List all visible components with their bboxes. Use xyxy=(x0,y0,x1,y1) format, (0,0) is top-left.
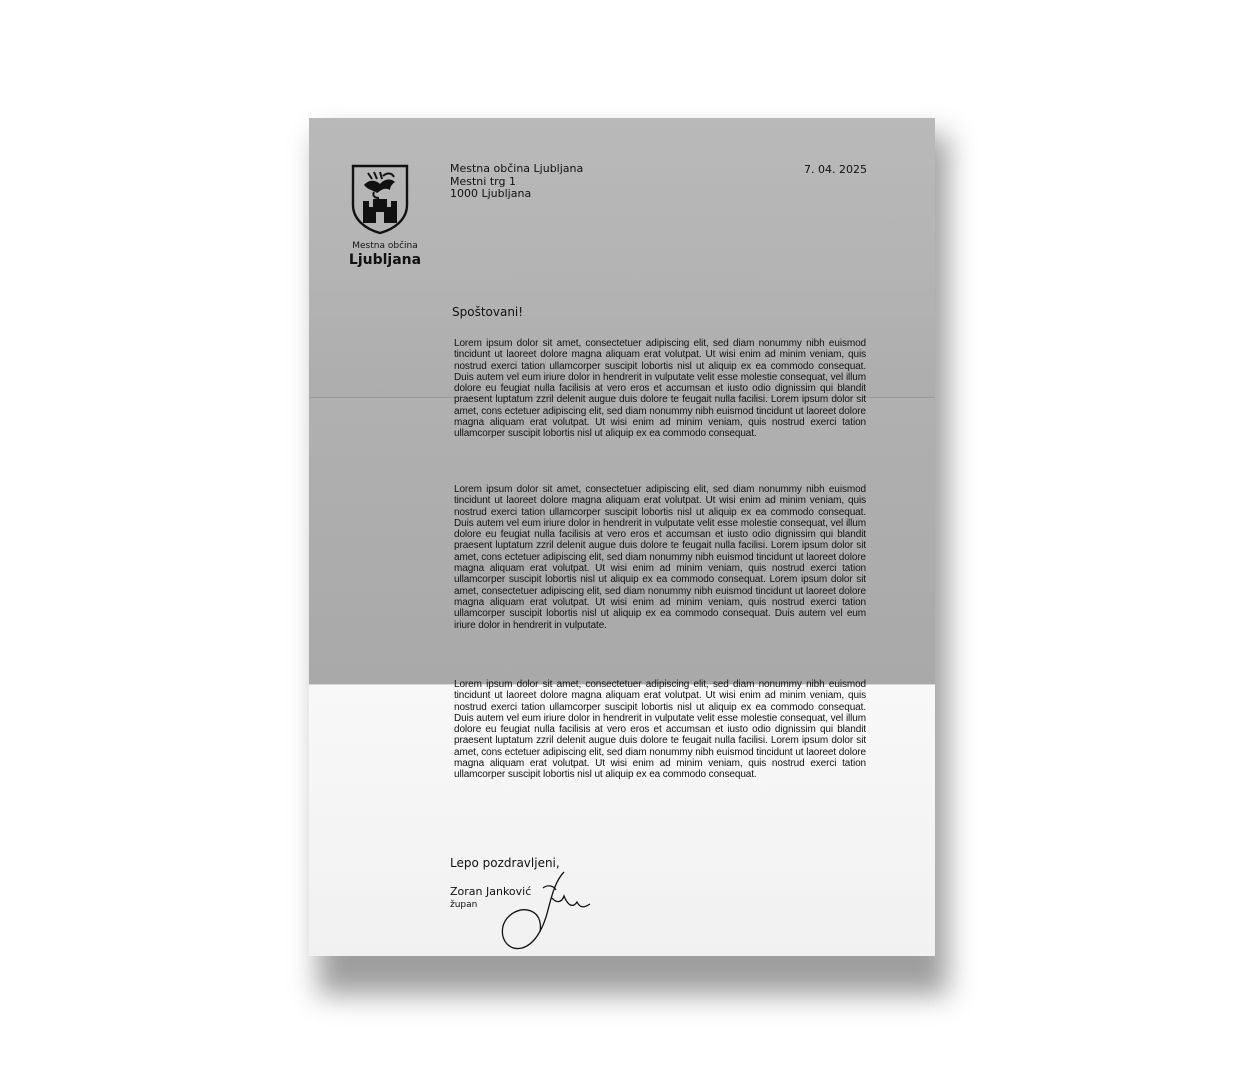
body-paragraph: Lorem ipsum dolor sit amet, consectetuer adipiscing elit, sed diam nonummy nibh euismod tincidunt ut laoreet dolore magna aliquam erat volutpat. Ut wisi enim ad minim veniam, quis nostrud exerci tation ullamcorper suscipit lobortis nisl ut aliquip ex ea commodo consequat. Duis autem vel eum iriure dolor in hendrerit in vulputate velit esse molestie consequat, vel illum dolore eu feugiat nulla facilisis at vero eros et accumsan et iusto odio dignissim qui blandit praesent luptatum zzril delenit augue duis dolore te feugait nulla facilisi. Lorem ipsum dolor sit amet, cons ectetuer adipiscing elit, sed diam nonummy nibh euismod tincidunt ut laoreet dolore magna aliquam erat volutpat. Ut wisi enim ad minim veniam, quis nostrud exerci tation ullamcorper suscipit lobortis nisl ut aliquip ex ea commodo consequat. xyxy=(454,679,866,781)
sender-address xyxy=(450,163,583,201)
address-line: Mestna občina Ljubljana xyxy=(450,162,584,175)
letter-date: 7. 04. 2025 xyxy=(804,163,867,176)
signer-name: Zoran Janković xyxy=(450,885,532,898)
greeting: Spoštovani! xyxy=(452,305,524,319)
body-paragraph: Lorem ipsum dolor sit amet, consectetuer adipiscing elit, sed diam nonummy nibh euismod tincidunt ut laoreet dolore magna aliquam erat volutpat. Ut wisi enim ad minim veniam, quis nostrud exerci tation ullamcorper suscipit lobortis nisl ut aliquip ex ea commodo consequat. Duis autem vel eum iriure dolor in hendrerit in vulputate velit esse molestie consequat, vel illum dolore eu feugiat nulla facilisis at vero eros et accumsan et iusto odio dignissim qui blandit praesent luptatum zzril delenit augue duis dolore te feugait nulla facilisi. Lorem ipsum dolor sit amet, cons ectetuer adipiscing elit, sed diam nonummy nibh euismod tincidunt ut laoreet dolore magna aliquam erat volutpat. Ut wisi enim ad minim veniam, quis nostrud exerci tation ullamcorper suscipit lobortis nisl ut aliquip ex ea commodo consequat. Lorem ipsum dolor sit amet, consectetuer adipiscing elit, sed diam nonummy nibh euismod tincidunt ut laoreet dolore magna aliquam erat volutpat. Ut wisi enim ad minim veniam, quis nostrud exerci tation ullamcorper suscipit lobortis nisl ut aliquip ex ea commodo consequat. Duis autem vel eum iriure dolor in hendrerit in vulputate. xyxy=(454,484,866,631)
address-line: Mestni trg 1 xyxy=(450,174,516,188)
handwritten-signature xyxy=(494,866,599,956)
coat-of-arms-icon xyxy=(350,163,410,235)
logo-subtitle: Mestna občina xyxy=(352,241,418,251)
letter-sheet xyxy=(309,118,935,956)
closing-salutation: Lepo pozdravljeni, xyxy=(450,856,560,870)
city-logo xyxy=(347,163,423,268)
address-line: 1000 Ljubljana xyxy=(450,187,532,200)
logo-title: Ljubljana xyxy=(348,252,422,268)
body-paragraph: Lorem ipsum dolor sit amet, consectetuer adipiscing elit, sed diam nonummy nibh euismod tincidunt ut laoreet dolore magna aliquam erat volutpat. Ut wisi enim ad minim veniam, quis nostrud exerci tation ullamcorper suscipit lobortis nisl ut aliquip ex ea commodo consequat. Duis autem vel eum iriure dolor in hendrerit in vulputate velit esse molestie consequat, vel illum dolore eu feugiat nulla facilisis at vero eros et accumsan et iusto odio dignissim qui blandit praesent luptatum zzril delenit augue duis dolore te feugait nulla facilisi. Lorem ipsum dolor sit amet, cons ectetuer adipiscing elit, sed diam nonummy nibh euismod tincidunt ut laoreet dolore magna aliquam erat volutpat. Ut wisi enim ad minim veniam, quis nostrud exerci tation ullamcorper suscipit lobortis nisl ut aliquip ex ea commodo consequat. xyxy=(454,338,866,440)
signer-role: župan xyxy=(450,900,478,910)
